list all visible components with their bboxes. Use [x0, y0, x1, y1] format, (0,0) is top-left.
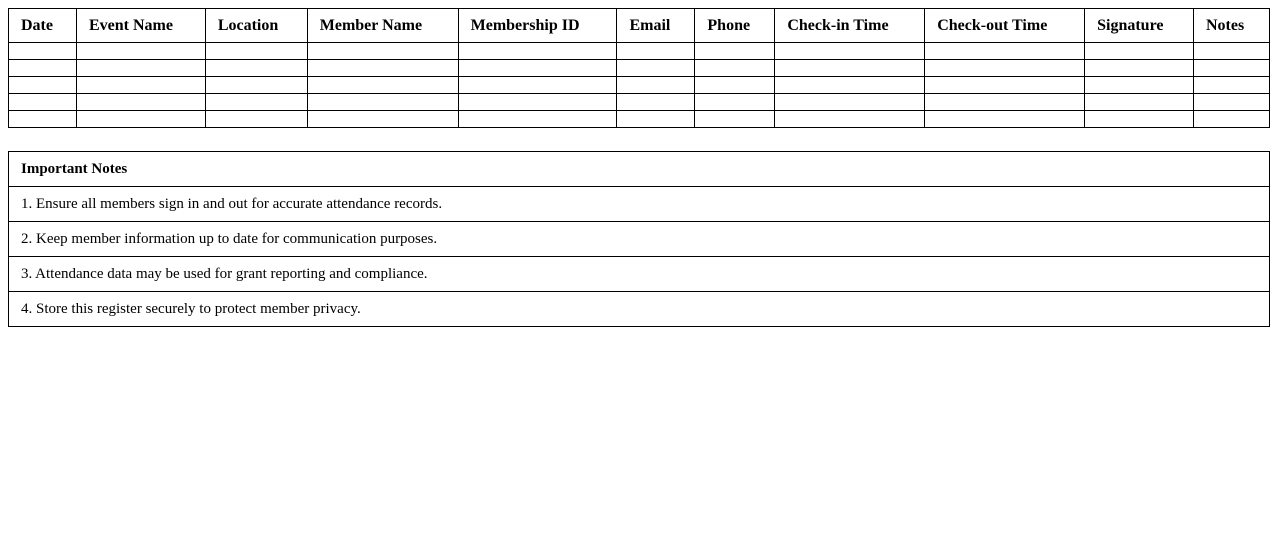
notes-title: Important Notes [9, 152, 1270, 187]
table-cell[interactable] [307, 60, 458, 77]
table-cell[interactable] [775, 43, 925, 60]
note-item: 1. Ensure all members sign in and out for accurate attendance records. [9, 187, 1270, 222]
table-cell[interactable] [775, 94, 925, 111]
header-row [9, 9, 1270, 43]
table-cell[interactable] [695, 111, 775, 128]
column-header-check-in-time: Check-in Time [775, 9, 925, 43]
table-cell[interactable] [1194, 111, 1270, 128]
table-cell[interactable] [1085, 111, 1194, 128]
table-cell[interactable] [205, 111, 307, 128]
table-cell[interactable] [925, 94, 1085, 111]
table-cell[interactable] [76, 111, 205, 128]
column-header-notes: Notes [1194, 9, 1270, 43]
column-header-date: Date [9, 9, 77, 43]
table-cell[interactable] [1194, 77, 1270, 94]
table-cell[interactable] [775, 77, 925, 94]
table-cell[interactable] [617, 94, 695, 111]
table-row [9, 60, 1270, 77]
table-cell[interactable] [76, 60, 205, 77]
column-header-signature: Signature [1085, 9, 1194, 43]
important-notes-table [8, 151, 1270, 327]
table-cell[interactable] [9, 43, 77, 60]
table-cell[interactable] [205, 77, 307, 94]
column-header-phone: Phone [695, 9, 775, 43]
table-cell[interactable] [925, 77, 1085, 94]
table-row [9, 43, 1270, 60]
table-cell[interactable] [617, 111, 695, 128]
table-cell[interactable] [307, 111, 458, 128]
table-cell[interactable] [695, 60, 775, 77]
note-item: 3. Attendance data may be used for grant reporting and compliance. [9, 257, 1270, 292]
table-cell[interactable] [9, 111, 77, 128]
table-cell[interactable] [617, 77, 695, 94]
note-item: 4. Store this register securely to protect member privacy. [9, 292, 1270, 327]
table-cell[interactable] [76, 43, 205, 60]
list-item [9, 222, 1270, 257]
table-row [9, 77, 1270, 94]
list-item [9, 187, 1270, 222]
table-cell[interactable] [1085, 60, 1194, 77]
table-cell[interactable] [925, 43, 1085, 60]
table-cell[interactable] [1085, 94, 1194, 111]
table-cell[interactable] [617, 60, 695, 77]
column-header-email: Email [617, 9, 695, 43]
note-item: 2. Keep member information up to date for communication purposes. [9, 222, 1270, 257]
table-cell[interactable] [205, 60, 307, 77]
table-cell[interactable] [458, 94, 617, 111]
table-cell[interactable] [695, 43, 775, 60]
table-cell[interactable] [307, 77, 458, 94]
table-cell[interactable] [307, 94, 458, 111]
table-cell[interactable] [925, 111, 1085, 128]
attendance-register-table [8, 8, 1270, 128]
table-cell[interactable] [9, 77, 77, 94]
column-header-event-name: Event Name [76, 9, 205, 43]
column-header-location: Location [205, 9, 307, 43]
table-cell[interactable] [775, 111, 925, 128]
table-cell[interactable] [695, 77, 775, 94]
notes-header-row [9, 152, 1270, 187]
table-cell[interactable] [307, 43, 458, 60]
table-row [9, 111, 1270, 128]
table-cell[interactable] [458, 111, 617, 128]
table-cell[interactable] [458, 60, 617, 77]
table-cell[interactable] [458, 77, 617, 94]
list-item [9, 292, 1270, 327]
table-cell[interactable] [76, 94, 205, 111]
table-cell[interactable] [1194, 94, 1270, 111]
table-cell[interactable] [76, 77, 205, 94]
table-cell[interactable] [458, 43, 617, 60]
table-cell[interactable] [1194, 60, 1270, 77]
table-cell[interactable] [695, 94, 775, 111]
column-header-membership-id: Membership ID [458, 9, 617, 43]
table-row [9, 94, 1270, 111]
table-cell[interactable] [1085, 43, 1194, 60]
table-cell[interactable] [9, 60, 77, 77]
column-header-member-name: Member Name [307, 9, 458, 43]
table-cell[interactable] [205, 43, 307, 60]
table-cell[interactable] [9, 94, 77, 111]
table-cell[interactable] [617, 43, 695, 60]
list-item [9, 257, 1270, 292]
column-header-check-out-time: Check-out Time [925, 9, 1085, 43]
table-cell[interactable] [205, 94, 307, 111]
table-cell[interactable] [775, 60, 925, 77]
table-cell[interactable] [1194, 43, 1270, 60]
table-cell[interactable] [925, 60, 1085, 77]
table-cell[interactable] [1085, 77, 1194, 94]
